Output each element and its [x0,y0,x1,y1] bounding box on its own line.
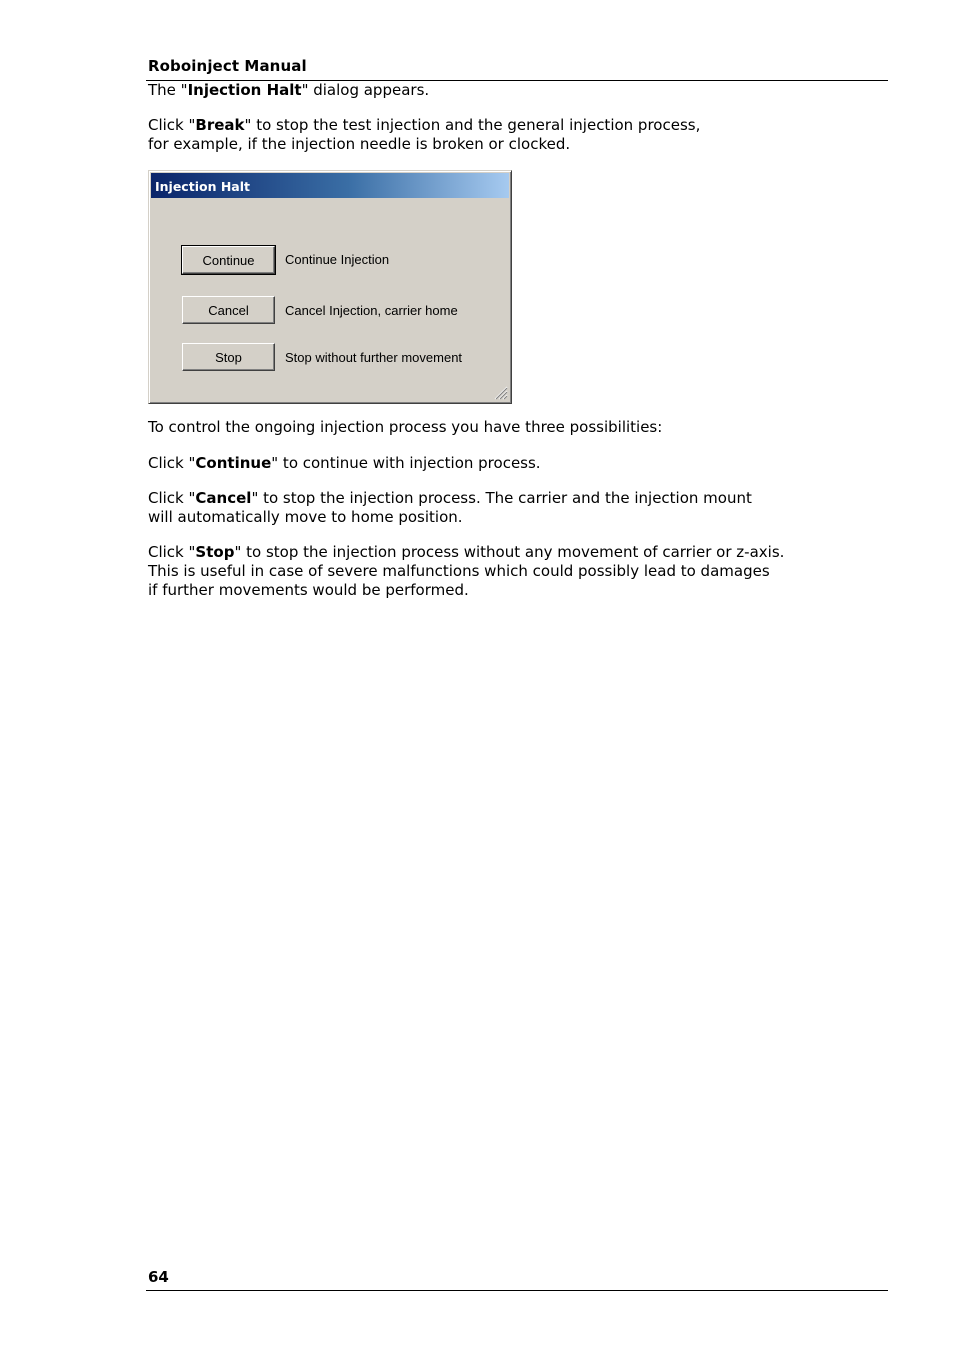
bold-text: Injection Halt [187,81,302,99]
injection-halt-dialog [148,170,512,404]
cancel-button[interactable]: Cancel [182,296,275,324]
bold-text: Break [195,116,245,134]
paragraph-possibilities: To control the ongoing injection process you have three possibilities: [148,418,663,436]
line [148,489,752,508]
text: " to stop the injection process without any movement of carrier or z-axis. [234,543,785,561]
page-number: 64 [148,1268,169,1286]
dialog-titlebar [151,173,509,198]
text: " to continue with injection process. [271,454,541,472]
dialog-title: Injection Halt [155,179,250,194]
paragraph-break [148,116,700,154]
text: Click " [148,489,196,507]
text: Click " [148,116,196,134]
footer-rule [146,1290,888,1291]
continue-button[interactable]: Continue [182,246,275,274]
text: " to stop the injection process. The carrier and the injection mount [251,489,752,507]
text: Click " [148,543,196,561]
paragraph-stop [148,543,784,600]
text: Click " [148,454,196,472]
paragraph-dialog-appears [148,81,429,100]
header-title: Roboinject Manual [148,57,307,75]
line [148,543,784,562]
bold-text: Continue [195,454,272,472]
resize-grip-icon[interactable] [494,386,508,400]
bold-text: Cancel [195,489,252,507]
text: " dialog appears. [301,81,430,99]
line: This is useful in case of severe malfunctions which could possibly lead to damages [148,562,770,580]
line: for example, if the injection needle is broken or clocked. [148,135,571,153]
stop-button[interactable]: Stop [182,343,275,371]
bold-text: Stop [195,543,235,561]
cancel-description: Cancel Injection, carrier home [285,303,458,318]
stop-description: Stop without further movement [285,350,463,365]
line: will automatically move to home position. [148,508,463,526]
text: The " [148,81,188,99]
continue-description: Continue Injection [285,252,390,267]
line [148,116,700,135]
paragraph-cancel [148,489,752,527]
paragraph-continue [148,454,541,473]
line: if further movements would be performed. [148,581,469,599]
text: " to stop the test injection and the general injection process, [244,116,701,134]
